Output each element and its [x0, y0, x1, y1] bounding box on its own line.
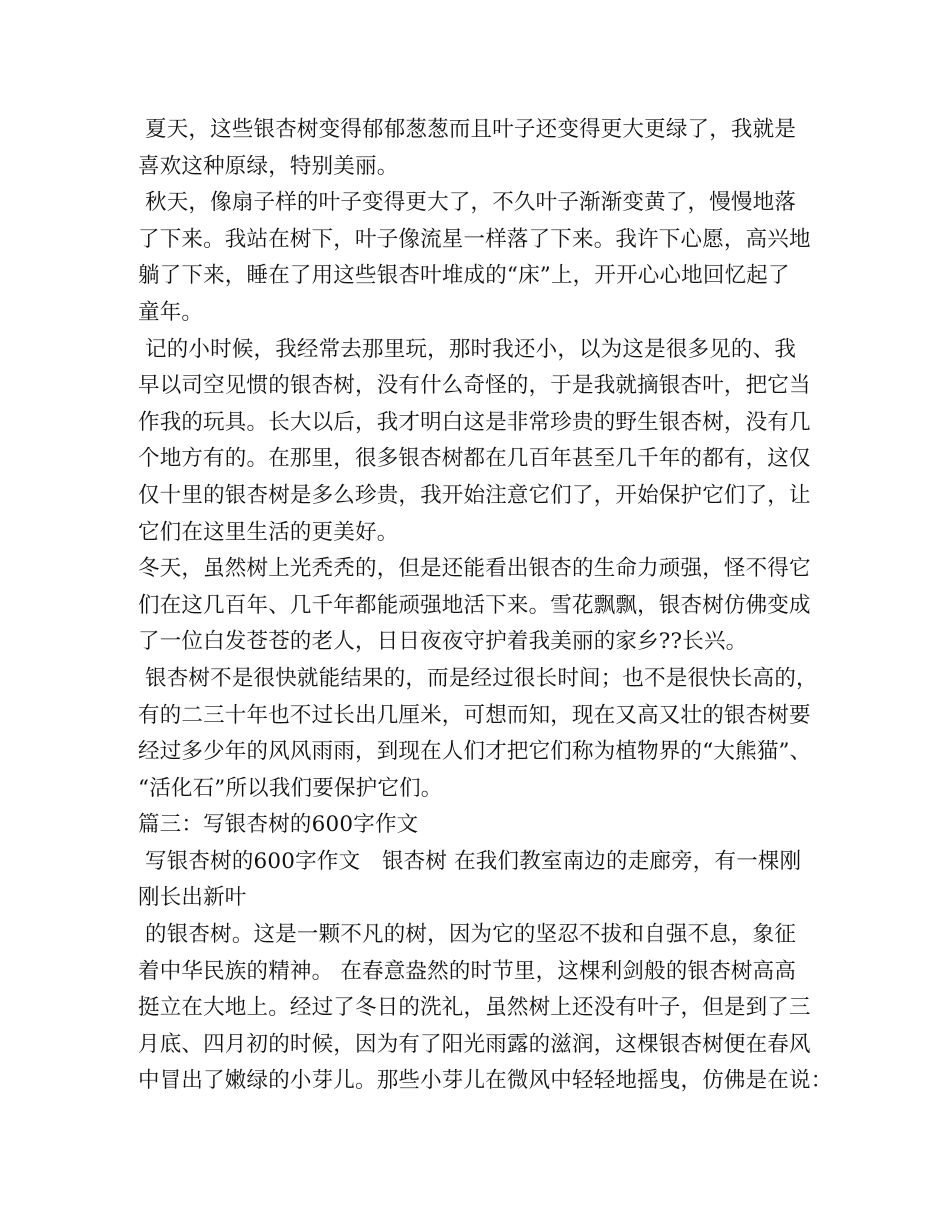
text-line: 记的小时候，我经常去那里玩，那时我还小，以为这是很多见的、我 — [138, 336, 797, 362]
text-line: 有的二三十年也不过长出几厘米，可想而知，现在又高又壮的银杏树要 — [138, 702, 811, 728]
text-line: 秋天，像扇子样的叶子变得更大了，不久叶子渐渐变黄了，慢慢地落 — [138, 190, 797, 216]
text-line: 中冒出了嫩绿的小芽儿。那些小芽儿在微风中轻轻地摇曳，仿佛是在说： — [138, 1068, 833, 1094]
text-line: 了下来。我站在树下，叶子像流星一样落了下来。我许下心愿，高兴地 — [138, 226, 811, 252]
text-line: 作我的玩具。长大以后，我才明白这是非常珍贵的野生银杏树，没有几 — [138, 409, 811, 435]
text-line: 的银杏树。这是一颗不凡的树，因为它的坚忍不拔和自强不息，象征 — [138, 922, 797, 948]
text-line: 经过多少年的风风雨雨，到现在人们才把它们称为植物界的“大熊猫”、 — [138, 739, 812, 765]
text-line: “活化石”所以我们要保护它们。 — [138, 775, 443, 801]
text-line: 挺立在大地上。经过了冬日的洗礼，虽然树上还没有叶子，但是到了三 — [138, 995, 811, 1021]
text-line: 冬天，虽然树上光秃秃的，但是还能看出银杏的生命力顽强，怪不得它 — [138, 556, 811, 582]
text-line: 写银杏树的600字作文 银杏树 在我们教室南边的走廊旁，有一棵刚 — [138, 848, 802, 874]
text-line: 着中华民族的精神。 在春意盎然的时节里，这棵利剑般的银杏树高高 — [138, 958, 797, 984]
text-line: 夏天，这些银杏树变得郁郁葱葱而且叶子还变得更大更绿了，我就是 — [138, 117, 797, 142]
text-line: 仅十里的银杏树是多么珍贵，我开始注意它们了，开始保护它们了，让 — [138, 482, 811, 508]
text-line: 喜欢这种原绿，特别美丽。 — [138, 153, 399, 179]
text-line: 银杏树不是很快就能结果的，而是经过很长时间；也不是很快长高的， — [138, 665, 818, 691]
text-line: 月底、四月初的时候，因为有了阳光雨露的滋润，这棵银杏树便在春风 — [138, 1031, 811, 1057]
text-line: 早以司空见惯的银杏树，没有什么奇怪的，于是我就摘银杏叶，把它当 — [138, 373, 811, 399]
text-line: 刚长出新叶 — [138, 885, 247, 911]
text-line: 们在这几百年、几千年都能顽强地活下来。雪花飘飘，银杏树仿佛变成 — [138, 592, 811, 618]
section-heading: 篇三：写银杏树的600字作文 — [138, 812, 419, 838]
text-line: 躺了下来，睡在了用这些银杏叶堆成的“床”上，开开心心地回忆起了 — [138, 263, 790, 289]
text-line: 个地方有的。在那里，很多银杏树都在几百年甚至几千年的都有，这仅 — [138, 446, 811, 472]
body-text — [138, 112, 838, 1100]
text-line: 它们在这里生活的更美好。 — [138, 519, 399, 545]
text-line: 了一位白发苍苍的老人，日日夜夜守护着我美丽的家乡??长兴。 — [138, 629, 748, 655]
text-line: 童年。 — [138, 299, 204, 325]
